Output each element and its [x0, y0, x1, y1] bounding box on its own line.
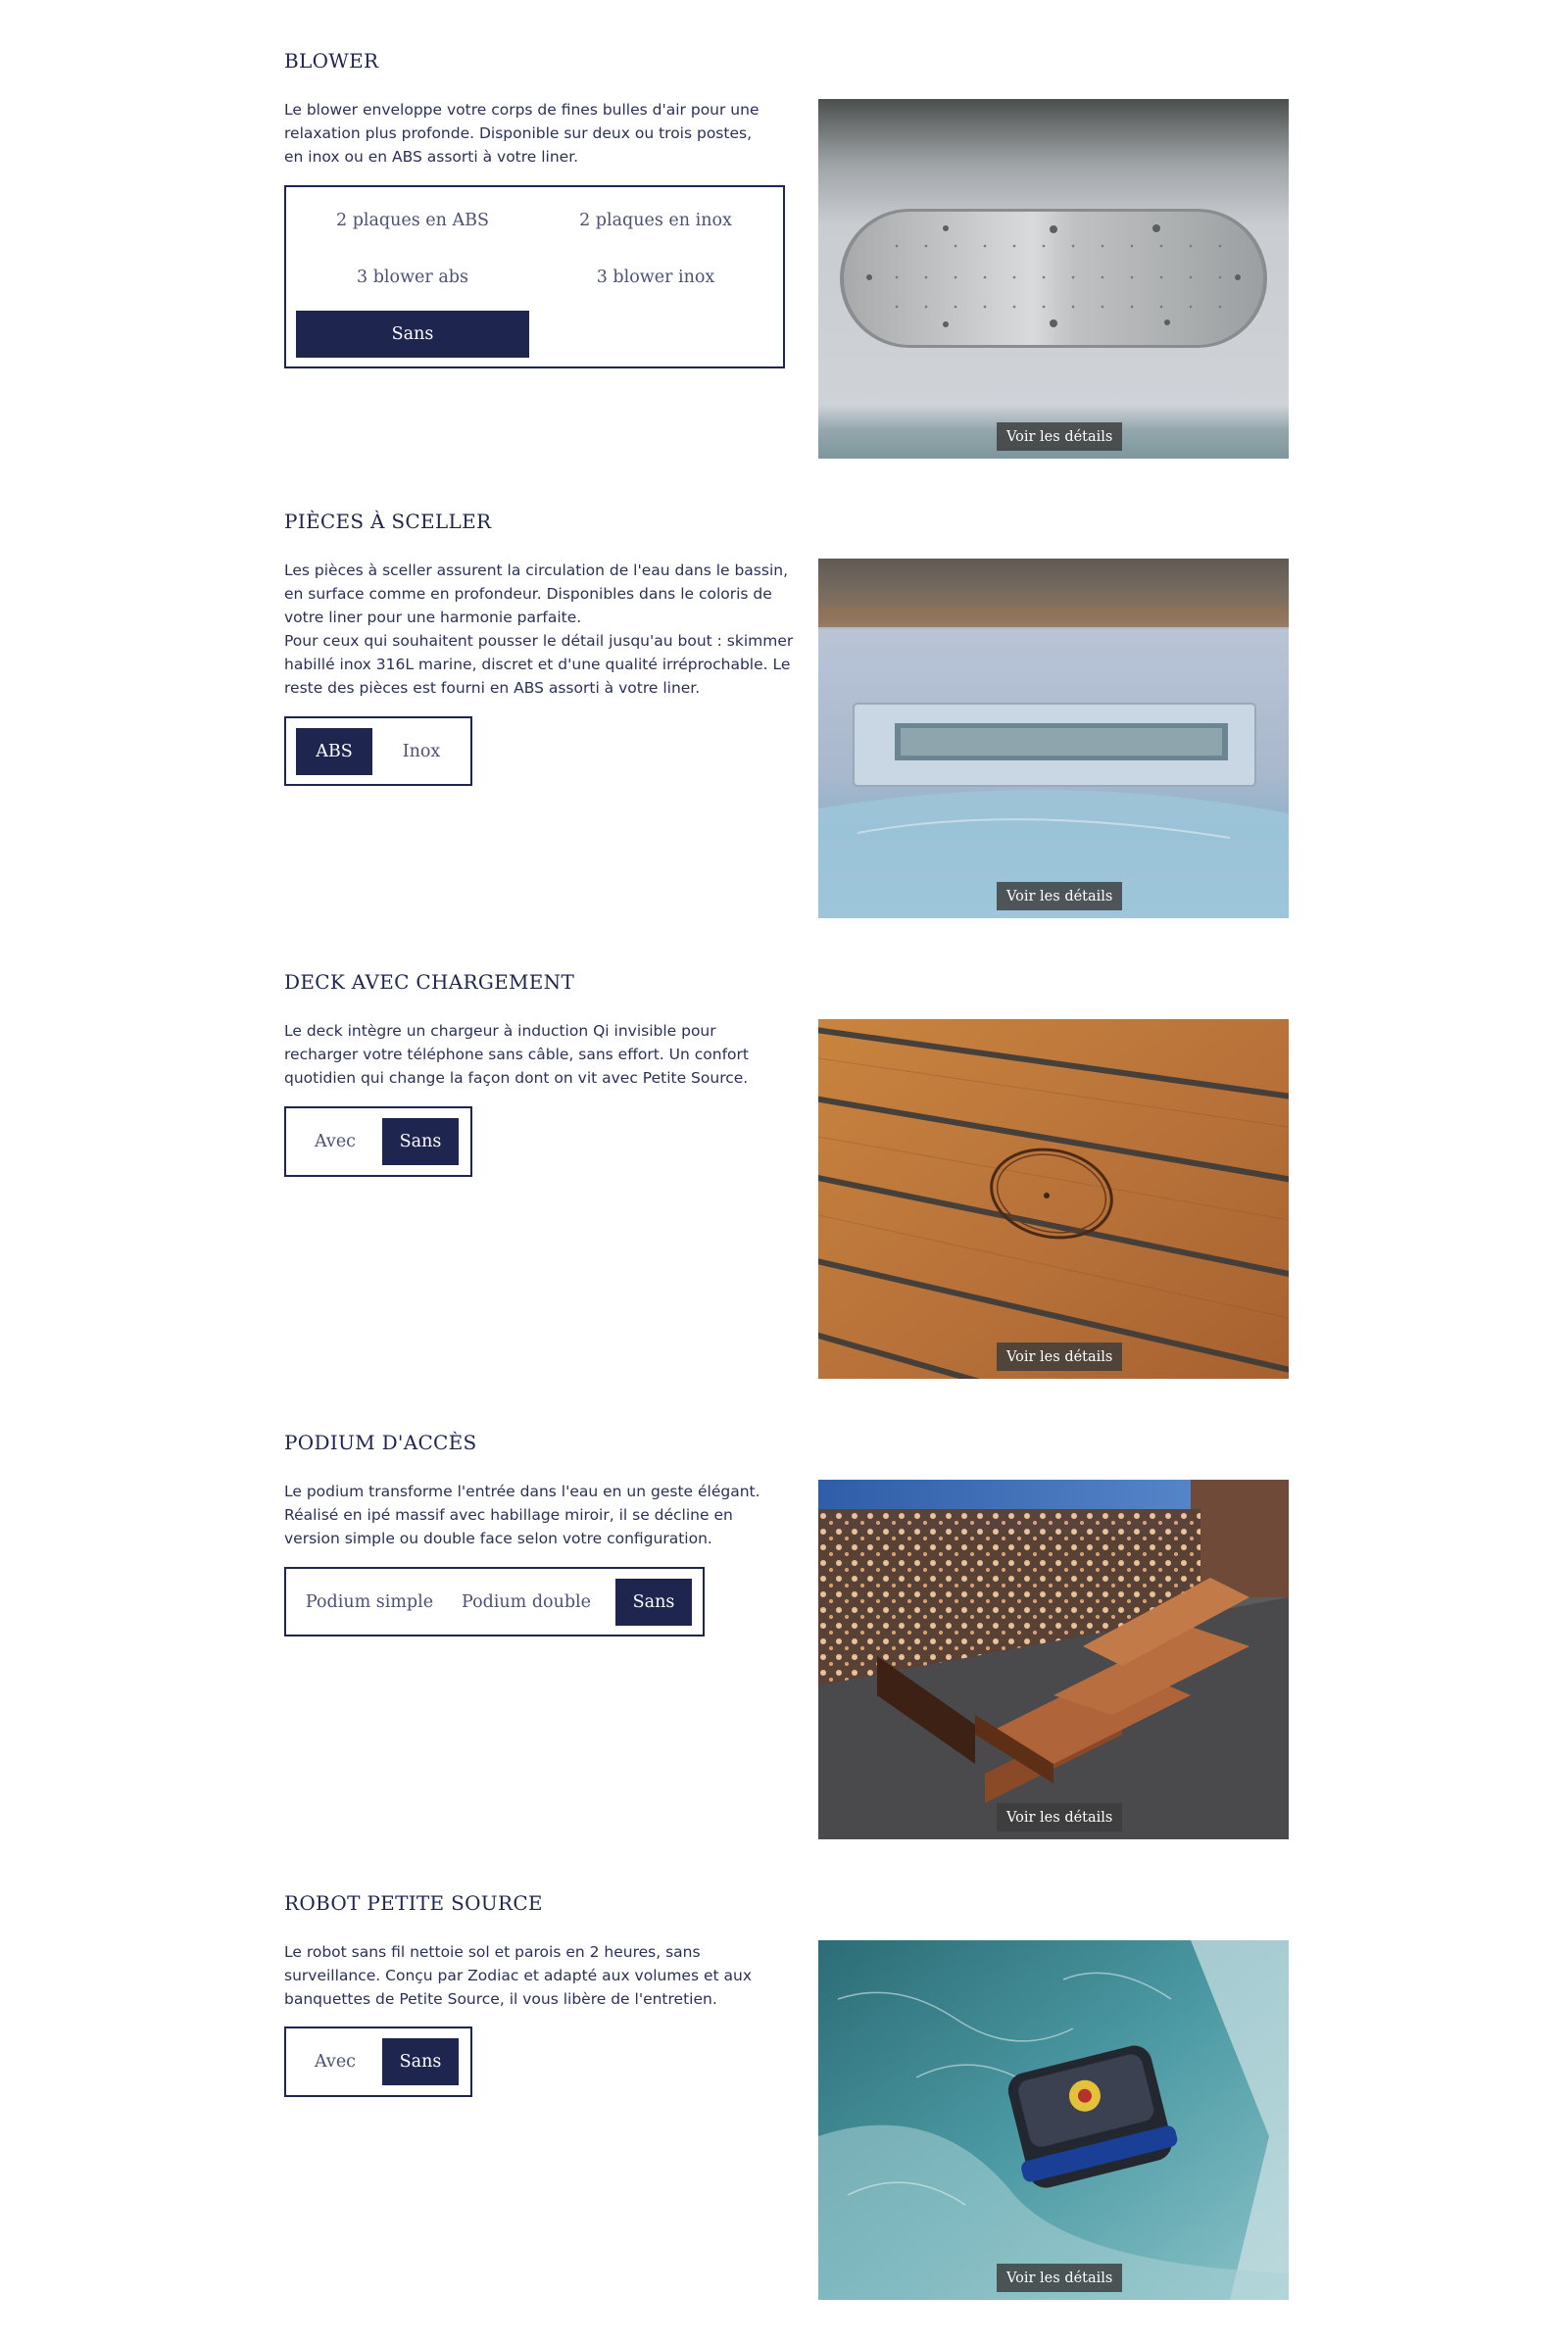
- option-sans[interactable]: Sans: [382, 1118, 459, 1165]
- section-title: PODIUM D'ACCÈS: [284, 1431, 477, 1454]
- section-title: ROBOT PETITE SOURCE: [284, 1891, 543, 1915]
- section-description: Le robot sans fil nettoie sol et parois en 2 heures, sans surveillance. Conçu par Zodiac et adapté aux volumes et aux banquettes de Petite Source, il vous libère de l'entretien.: [284, 1943, 753, 2008]
- option-podium-double[interactable]: Podium double: [462, 1592, 591, 1612]
- view-details-button[interactable]: Voir les détails: [997, 882, 1122, 910]
- wood-deck-charger-photo: [818, 1019, 1289, 1379]
- option-section-pieces-a-sceller: [0, 461, 1568, 921]
- view-details-button[interactable]: Voir les détails: [997, 2264, 1122, 2292]
- option-group: [284, 1567, 705, 1636]
- option-2-plaques-inox[interactable]: 2 plaques en inox: [579, 211, 732, 230]
- skimmer-image: [818, 559, 1289, 918]
- option-3-blower-inox[interactable]: 3 blower inox: [596, 268, 715, 287]
- option-inox[interactable]: Inox: [402, 742, 441, 761]
- section-description: Le deck intègre un chargeur à induction Qi invisible pour recharger votre téléphone sans câble, sans effort. Un confort quotidien qui change la façon dont on vit avec Petite Source.: [284, 1022, 749, 1087]
- podium-image: [818, 1480, 1289, 1839]
- option-section-robot-petite-source: [0, 1842, 1568, 2344]
- section-title: DECK AVEC CHARGEMENT: [284, 970, 575, 994]
- option-sans[interactable]: Sans: [296, 311, 529, 358]
- option-2-plaques-abs[interactable]: 2 plaques en ABS: [336, 211, 489, 230]
- view-details-button[interactable]: Voir les détails: [997, 422, 1122, 451]
- option-section-deck-avec-chargement: [0, 921, 1568, 1382]
- option-3-blower-abs[interactable]: 3 blower abs: [357, 268, 468, 287]
- access-podium-photo: [818, 1480, 1289, 1839]
- option-sans[interactable]: Sans: [615, 1579, 692, 1626]
- option-avec[interactable]: Avec: [315, 1132, 356, 1151]
- view-details-button[interactable]: Voir les détails: [997, 1803, 1122, 1831]
- wood-deck-image: [818, 1019, 1289, 1379]
- option-group: [284, 185, 785, 368]
- option-group: [284, 2027, 472, 2097]
- blower-plate-photo: [818, 99, 1289, 459]
- option-group: [284, 716, 472, 786]
- section-description: Le blower enveloppe votre corps de fines bulles d'air pour une relaxation plus profonde. Disponible sur deux ou trois postes, en inox ou en ABS assorti à votre liner.: [284, 101, 760, 166]
- skimmer-photo: [818, 559, 1289, 918]
- option-section-blower: [0, 0, 1568, 461]
- section-description: Le podium transforme l'entrée dans l'eau en un geste élégant. Réalisé en ipé massif avec habillage miroir, il se décline en version simple ou double face selon votre configuration.: [284, 1483, 760, 1547]
- option-avec[interactable]: Avec: [315, 2052, 356, 2072]
- option-group: [284, 1106, 472, 1177]
- option-abs[interactable]: ABS: [296, 728, 372, 775]
- option-podium-simple[interactable]: Podium simple: [305, 1592, 434, 1612]
- section-description: Les pièces à sceller assurent la circulation de l'eau dans le bassin, en surface comme en profondeur. Disponibles dans le coloris de votre liner pour une harmonie parfaite. Pour ceux qui souhaitent pousser le détail jusqu'au bout : skimmer habillé inox 316L marine, discret et d'une qualité irréprochable. Le reste des pièces est fourni en ABS assorti à votre liner.: [284, 562, 794, 697]
- blower-plate-image: [818, 99, 1289, 459]
- pool-robot-photo: [818, 1940, 1289, 2300]
- section-title: BLOWER: [284, 49, 379, 73]
- view-details-button[interactable]: Voir les détails: [997, 1343, 1122, 1371]
- section-title: PIÈCES À SCELLER: [284, 510, 492, 533]
- pool-robot-image: [818, 1940, 1289, 2300]
- option-sans[interactable]: Sans: [382, 2038, 459, 2085]
- option-section-podium-d-acces: [0, 1382, 1568, 1842]
